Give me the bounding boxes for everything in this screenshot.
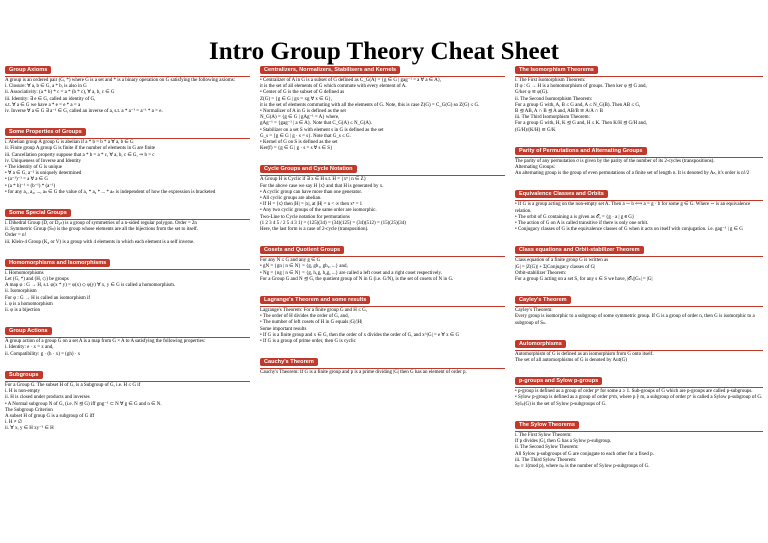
text-line: If p divides |G|, then G has a Sylow p-subgroup. <box>515 439 612 445</box>
text-line: ii. Isomorphism <box>5 289 37 295</box>
section-body <box>515 387 763 408</box>
text-line: For a Group G and N ⊴ G, the quotient group of N in G (i.e. G/N), is the set of cosets of N in G. <box>260 276 454 282</box>
section <box>5 319 250 358</box>
section-header: Subgroups <box>5 371 43 379</box>
section <box>515 139 763 178</box>
section-header: Automorphisms <box>515 340 566 348</box>
section <box>5 363 250 433</box>
text-line: • The identity of G is unique <box>5 165 62 171</box>
section <box>260 350 505 376</box>
section <box>5 120 250 196</box>
text-line: Lagrange's Theorem: For a finite group G and H ≤ G, <box>260 308 367 314</box>
text-line: iii. The Third Sylow Theorem: <box>515 457 577 463</box>
text-line: • Any two cyclic groups of the same order are isomorphic. <box>260 208 377 214</box>
text-line: • Conjugacy classes of G is the equivalence classes of G when it acts on itself with conjugation. i.e. gag⁻¹ | g ∈ G <box>515 227 743 233</box>
section-header: Lagrange's Theorem and some results <box>260 296 370 304</box>
text-line: • Sylow p-group is defined as a group of order pᵅm, where p ∤ m, a subgroup of order pᵅ is called a Sylow p-subgroup of G. Sylₚ(G) is the set of Sylow p-subgroups of G. <box>515 395 763 407</box>
section-header: Group Actions <box>5 327 52 335</box>
text-line: Automorphism of G is defined as an isomorphism from G onto itself. <box>515 351 654 357</box>
text-line: A group is an ordered pair (G, *) where G is a set and * is a binary operation on G satisfying the following axioms: <box>5 78 236 83</box>
section-body <box>515 350 763 364</box>
section <box>515 413 763 470</box>
text-line: Ker(f) = {g ∈ G | g · s = s ∀ s ∈ S} <box>260 146 333 152</box>
section <box>515 58 763 134</box>
section-body <box>515 200 763 233</box>
section-header: The Sylow Theorems <box>515 421 579 429</box>
text-line: (1 2 3 4 5 / 2 5 4 3 1) = (125)(34) = (34)(125) = (34)(512) = (15)(25)(34) <box>260 220 406 226</box>
text-line: For a group G with, H, K ⊴ G and, H ≤ K. Then K/H ⊴ G/H and, <box>515 121 647 127</box>
text-line: i. Identity: e · x = x and, <box>5 345 54 351</box>
section <box>5 201 250 246</box>
text-line: i. H ≠ ∅ <box>5 420 23 426</box>
text-line: A Group H is Cyclic if ∃ x ∈ H s.t. H = {xⁿ | n ∈ Z} <box>260 177 367 183</box>
text-line: • The order of H divides the order of G, and, <box>260 314 349 320</box>
section-body <box>260 175 505 233</box>
text-line: • p-group is defined as a group of order pⁿ for some a ≥ 1. Sub-groups of G which are p-groups are called p-subgroups. <box>515 389 753 395</box>
text-line: Let (G, *) and (H, ◇) be groups <box>5 277 69 283</box>
section-body <box>5 219 250 246</box>
text-line: Z(G) = {g ∈ G | gx = xg ∀ x ∈ G}, <box>260 96 333 102</box>
section-header: Homomorphisms and Isomorphisms <box>5 259 110 267</box>
text-line: A group action of a group G on a set A is a map from G × A to A satisfying the following properties: <box>5 339 206 345</box>
section-header: Some Properties of Groups <box>5 128 86 136</box>
text-line: • Stabilizer on a set S with element s in G is defined as the set <box>260 127 384 133</box>
text-line: A subset H of group G is a subgroup of G iff <box>5 413 95 419</box>
text-line: A map φ : G → H, s.t. φ(x * y) = φ(x) ◇ φ(y) ∀ x, y ∈ G is called a homomorphism. <box>5 283 176 289</box>
section-header: The Isomorphism Theorems <box>515 66 598 74</box>
section-header: Class equations and Orbit-stabilizer Theorem <box>515 246 644 254</box>
text-line: • The orbit of G containing a is given as 𝒪ₐ = {g · a | g ∈ G} <box>515 214 635 220</box>
text-line: iii. Identity: ∃ e ∈ G, called an identity of G, <box>5 96 96 102</box>
section <box>260 288 505 345</box>
text-line: Two-Line to Cycle notation for permutations <box>260 214 350 220</box>
text-line: • gN = {gn | n ∈ N} = {g, gh₁, gh₂, ...} and, <box>260 264 348 270</box>
text-line: ii. Associativity: (a * b) * c = a * (b * c), ∀ a, b, c ∈ G <box>5 90 115 96</box>
section-header: p-groups and Sylow p-groups <box>515 377 602 385</box>
section-header: Parity of Permutations and Alternating Groups <box>515 147 647 155</box>
section-body <box>260 76 505 152</box>
text-line: • The number of left cosets of H in G equals |G|/|H| <box>260 320 363 326</box>
text-line: iii. The Third Isomorphism Theorem: <box>515 115 590 121</box>
text-line: ii. φ is a bijection <box>5 308 40 314</box>
text-line: Cauchy's Theorem: If G is a finite group and p is a prime dividing |G| then G has an element of order p. <box>260 370 467 376</box>
text-line: Some important results <box>260 326 307 332</box>
text-line: • Ng = {ng | n ∈ N} = {g, h₁g, h₂g, ...} are called a left coset and a right coset respectively. <box>260 270 442 276</box>
section-header: Cycle Groups and Cycle Notation <box>260 165 357 173</box>
text-line: Order = n! <box>5 233 27 239</box>
text-line: • If G is a group of prime order, then G is cyclic <box>260 339 356 345</box>
section-body <box>5 269 250 314</box>
section <box>515 238 763 283</box>
column-right <box>515 58 763 475</box>
text-line: i. The First Sylow Theorem: <box>515 432 572 438</box>
text-line: ii. The Second Isomorphism Theorem: <box>515 96 593 102</box>
text-line: i. The First Isomorphism Theorem: <box>515 78 586 83</box>
section-body <box>260 256 505 283</box>
text-line: gAg⁻¹ = {gag⁻¹ | a ∈ A}. Note that C_G(A) ≤ N_G(A). <box>260 121 372 127</box>
text-line: • Normalizer of A in G is defined as the set <box>260 109 346 115</box>
text-line: Orbit-stabilizer Theorem: <box>515 270 567 276</box>
text-line: i. H is non-empty <box>5 389 40 395</box>
text-line: it is the set of elements commuting with all the elements of G. Note, this is case Z(G) = C_G(G) so Z(G) ≤ G. <box>260 102 480 108</box>
text-line: For the above case we say H ⟨x⟩ and that H is generated by x. <box>260 183 384 189</box>
text-line: For a group G acting on a set S, for any s ∈ S we have, |𝒪ₛ||Gₛ| = |G| <box>515 277 653 283</box>
text-line: • ∀ a ∈ G, a⁻¹ is uniquely determined <box>5 171 82 177</box>
text-line: nₚ ≡ 1(mod p), where nₚ is the number of Sylow p-subgroups of G. <box>515 463 650 469</box>
text-line: If φ : G → H is a homomorphism of groups. Then ker φ ⊴ G and, <box>515 84 647 90</box>
text-line: • If H = ⟨x⟩ then |H| = |x|, at |H| = n < ∞ then xⁿ = 1 <box>260 202 363 208</box>
text-line: i. Dihedral Group (D, or D₂ₙ) is a group of symmetries of a n-sided regular polygon. Order = 2n <box>5 221 197 227</box>
text-line: i. Abelian group A group G is abelian if a * b = b * a ∀ a, b ∈ G <box>5 140 134 146</box>
text-line: Cayley's Theorem: <box>515 308 553 314</box>
section <box>515 369 763 408</box>
text-line: • The action of G on A is called transitive if there is only one orbit. <box>515 221 649 227</box>
section-body <box>515 157 763 178</box>
section-body <box>515 256 763 283</box>
column-middle <box>260 58 505 382</box>
section-body <box>5 138 250 196</box>
text-line: • If G is a finite group and x ∈ G, then the order of x divides the order of G, and x^|G| = e ∀ x ∈ G <box>260 332 460 338</box>
text-line: • (a⁻¹)⁻¹ = a ∀ a ∈ G <box>5 177 48 183</box>
section <box>260 157 505 233</box>
text-line: For a Group G. The subset H of G, is a Subgroup of G, i.e. H ≤ G if <box>5 382 141 388</box>
section-body <box>5 381 250 433</box>
text-line: All Sylow p-subgroups of G are conjugate to each other for a fixed p. <box>515 451 654 457</box>
text-line: • If G is a group acting on the non-empty set A. Then a ∼ b ⟺ a = g · b for some g ∈ G. Where ∼ is an equivalence relation. <box>515 202 751 214</box>
text-line: G/ker φ ≅ φ(G). <box>515 90 549 96</box>
text-line: The parity of any permutation σ is given by the parity of the number of its 2-cycles (transpositions). <box>515 158 715 164</box>
section-body <box>5 337 250 358</box>
text-line: • A Normal subgroup N of G, (i.e. N ⊴ G) iff gng⁻¹ ⊂ N ∀ g ∈ G and n ∈ N. <box>5 401 162 407</box>
text-line: Alternating Groups: <box>515 165 556 171</box>
text-line: • Center of G is the subset of G defined as <box>260 90 345 96</box>
page-title: Intro Group Theory Cheat Sheet <box>208 38 560 65</box>
section <box>515 332 763 364</box>
text-line: iv. Inverse ∀ a ∈ G ∃ a⁻¹ ∈ G, called an inverse of a, s.t. a * a⁻¹ = a⁻¹ * a = e. <box>5 109 163 115</box>
section-header: Equivalence Classes and Orbits <box>515 190 608 198</box>
section-header: Cayley's Theorem <box>515 296 571 304</box>
section-header: Some Special Groups <box>5 209 71 217</box>
text-line: iii. Cancellation property suppose that a * b = a * c, ∀ a, b, c ∈ G, ⇒ b = c <box>5 152 155 158</box>
section-body <box>260 368 505 376</box>
text-line: ii. Finite group A group G is finite if the number of elements in G are finite <box>5 146 156 152</box>
section-body <box>515 431 763 470</box>
text-line: ii. Compatibility: g · (h · x) = (gh) · x <box>5 351 81 357</box>
text-line: i. Closure: ∀ a, b ∈ G, a * b, is also in G <box>5 84 87 90</box>
text-line: • (a * b)⁻¹ = (b⁻¹) * (a⁻¹) <box>5 183 56 189</box>
text-line: ii. Symmetric Group (Sₙ) is the group whose elements are all the bijections from the set to itself. <box>5 227 198 233</box>
text-line: Class equation of a finite group G is written as <box>515 258 609 264</box>
text-line: The Subgroup Criterion <box>5 407 53 413</box>
text-line: i. Homomorphisms <box>5 270 44 276</box>
text-line: |G| = |Z(G)| + Σ|Conjugacy classes of G| <box>515 264 596 270</box>
text-line: (G/H)/(K/H) ≅ G/K <box>515 127 556 133</box>
section-body <box>515 76 763 134</box>
section <box>515 182 763 233</box>
section <box>515 288 763 327</box>
text-line: ii. The Second Sylow Theorem: <box>515 445 579 451</box>
text-line: i. φ is a homomorphism <box>5 301 53 307</box>
text-line: Here, the last form is a case of 2-cycle (transposition). <box>260 227 369 233</box>
text-line: B ⊴ AB, A ∩ B ⊴ A and, AB/B ≅ A/A ∩ B <box>515 109 604 115</box>
section-header: Group Axioms <box>5 66 51 74</box>
text-line: For a group G with, A, B ≤ G and, A ≤ N_G(B). Then AB ≤ G, <box>515 102 641 108</box>
text-line: Every group is isomorphic to a subgroup of some symmetric group. If G is a group of order n, then G is isomorphic to a subgroup of Sₙ. <box>515 314 755 326</box>
text-line: iii. Klein-4 Group (K₄ or V) is a group with 4 elements in which each element is a self inverse. <box>5 239 195 245</box>
section <box>5 251 250 314</box>
text-line: The set of all automorphisms of G is denoted by Aut(G) <box>515 358 627 364</box>
column-left <box>5 58 250 438</box>
text-line: iv. Uniqueness of Inverse and Identity <box>5 158 82 164</box>
section-header: Centralizers, Normalizers, Stabilisers and Kernels <box>260 66 400 74</box>
text-line: For any N ≤ G and any g ∈ G <box>260 258 321 264</box>
text-line: s.t. ∀ a ∈ G we have a * e = e * a = a <box>5 102 81 108</box>
text-line: • Centralizer of A in G is a subset of G defined as C_G(A) = {g ∈ G | gag⁻¹ = a ∀ a ∈ A}, <box>260 78 442 83</box>
section-header: Cauchy's Theorem <box>260 358 318 366</box>
text-line: ii. ∀ x, y ∈ H xy⁻¹ ∈ H <box>5 426 54 432</box>
section-body <box>515 306 763 327</box>
section-header: Cosets and Quotient Groups <box>260 246 344 254</box>
text-line: N_G(A) = {g ∈ G | gAg⁻¹ = A} where, <box>260 115 340 121</box>
text-line: For φ : G → H is called an isomorphism if <box>5 295 91 301</box>
text-line: ii. H is closed under products and inverses <box>5 395 90 401</box>
section-body <box>260 306 505 345</box>
text-line: • for any a₁, a₂, ..., aₙ ∈ G the value of a₁ * a₂ * ... * aₙ is independent of how the expression is bracketed <box>5 189 216 195</box>
text-line: G_s = {g ∈ G | g · s = s}. Note that G_s ≤ G. <box>260 133 351 139</box>
section <box>260 238 505 283</box>
text-line: An alternating group is the group of even permutations of a finite set of length n. It is denoted by Aₙ, it's order is n!/2 <box>515 171 750 177</box>
text-line: • Kernel of G on S is defined as the set <box>260 140 338 146</box>
text-line: it is the set of all elements of G which commute with every element of A. <box>260 84 407 90</box>
section <box>5 58 250 115</box>
section <box>260 58 505 152</box>
text-line: • A cyclic group can have more than one generator. <box>260 189 362 195</box>
section-body <box>5 76 250 115</box>
text-line: • All cyclic groups are abelian. <box>260 196 322 202</box>
